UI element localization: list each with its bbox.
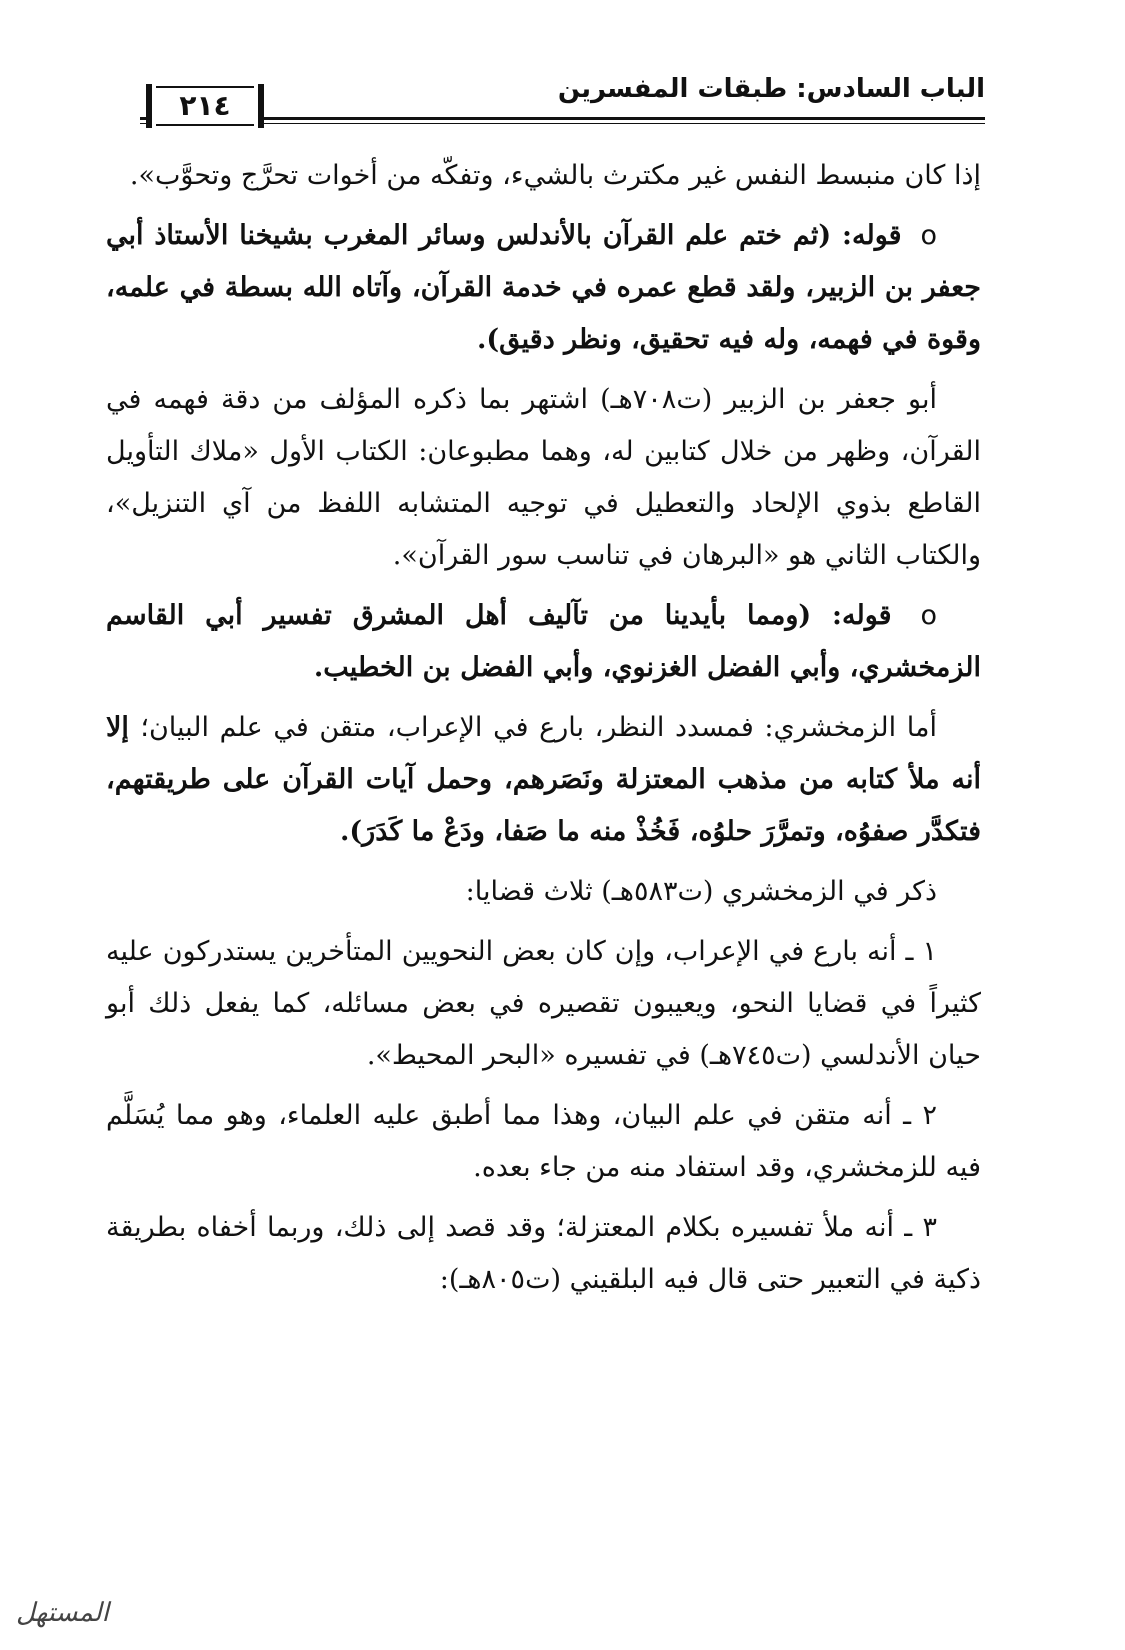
paragraph-7	[106, 926, 981, 1082]
header-rule-thin	[140, 123, 985, 124]
paragraph-text: (ثم ختم علم القرآن بالأندلس وسائر المغرب بشيخنا الأستاذ أبي جعفر بن الزبير، ولقد قطع عمره في خدمة القرآن، وآتاه الله بسطة في علمه، وقوة في فهمه، وله فيه تحقيق، ونظر دقيق).	[106, 220, 981, 355]
circle-bullet-icon: o	[920, 600, 938, 631]
paragraph-8	[106, 1090, 981, 1194]
page-number: ٢١٤	[146, 84, 264, 128]
quote-lead: قوله:	[832, 600, 892, 631]
paragraph-2-quote	[106, 210, 981, 366]
paragraph-text: (ومما بأيدينا من تآليف أهل المشرق تفسير أبي القاسم الزمخشري، وأبي الفضل الغزنوي، وأبي الفضل بن الخطيب.	[106, 600, 981, 683]
paragraph-text: ٢ ـ أنه متقن في علم البيان، وهذا مما أطبق عليه العلماء، وهو مما يُسَلَّم فيه للزمخشري، وقد استفاد منه من جاء بعده.	[106, 1100, 981, 1183]
paragraph-text: أبو جعفر بن الزبير (ت٧٠٨هـ) اشتهر بما ذكره المؤلف من دقة فهمه في القرآن، وظهر من خلال كتابين له، وهما مطبوعان: الكتاب الأول «ملاك التأويل القاطع بذوي الإلحاد والتعطيل في توجيه المتشابه اللفظ من آي التنزيل»، والكتاب الثاني هو «البرهان في تناسب سور القرآن».	[106, 384, 981, 571]
paragraph-text: ١ ـ أنه بارع في الإعراب، وإن كان بعض النحويين المتأخرين يستدركون عليه كثيراً في قضايا النحو، ويعيبون تقصيره في بعض مسائله، كما يفعل ذلك أبو حيان الأندلسي (ت٧٤٥هـ) في تفسيره «البحر المحيط».	[106, 936, 981, 1071]
paragraph-9	[106, 1202, 981, 1306]
watermark-logo: المستهل	[16, 1598, 109, 1628]
paragraph-lead-plain: أما الزمخشري: فمسدد النظر، بارع في الإعراب، متقن في علم البيان؛	[140, 712, 937, 743]
paragraph-3	[106, 374, 981, 582]
paragraph-text: إذا كان منبسط النفس غير مكترث بالشيء، وتفكّه من أخوات تحرَّج وتحوَّب».	[129, 160, 981, 191]
paragraph-6	[106, 866, 981, 918]
page-body	[106, 150, 981, 1314]
header-rule-thick	[140, 117, 985, 120]
circle-bullet-icon: o	[920, 220, 937, 251]
paragraph-text: ٣ ـ أنه ملأ تفسيره بكلام المعتزلة؛ وقد قصد إلى ذلك، وربما أخفاه بطريقة ذكية في التعبير حتى قال فيه البلقيني (ت٨٠٥هـ):	[106, 1212, 981, 1295]
paragraph-text: ذكر في الزمخشري (ت٥٨٣هـ) ثلاث قضايا:	[465, 876, 937, 907]
running-header-title: الباب السادس: طبقات المفسرين	[557, 74, 985, 104]
paragraph-5	[106, 702, 981, 858]
paragraph-4-quote	[106, 590, 981, 694]
paragraph-1	[106, 150, 981, 202]
quote-lead: قوله:	[842, 220, 902, 251]
paragraph-text-bold: إلا أنه ملأ كتابه من مذهب المعتزلة ونَصَرهم، وحمل آيات القرآن على طريقتهم، فتكدَّر صفوُه، وتمرَّرَ حلوُه، فَخُذْ منه ما صَفا، ودَعْ ما كَدَرَ).	[106, 712, 981, 847]
